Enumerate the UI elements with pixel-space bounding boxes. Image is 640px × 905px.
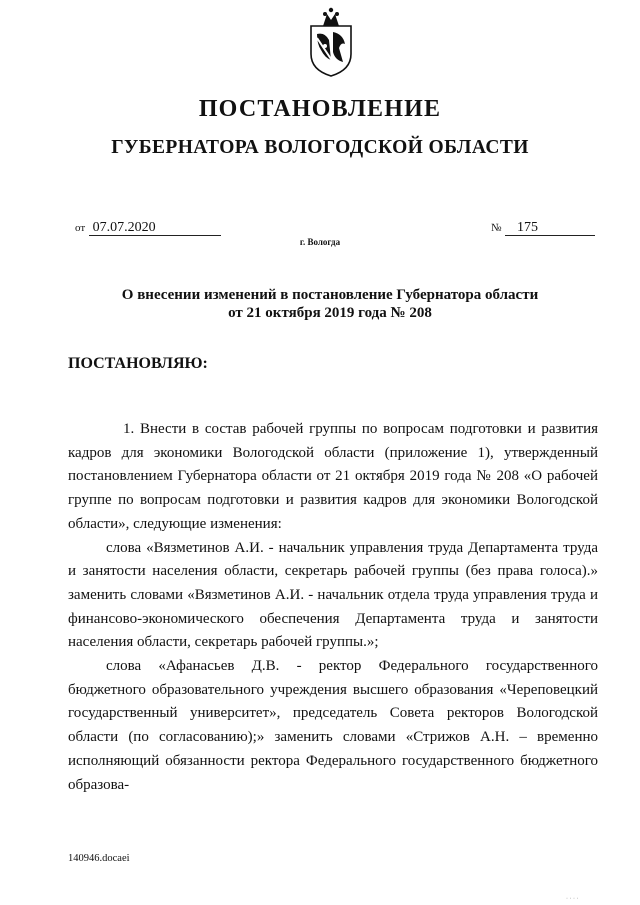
coat-of-arms-emblem — [303, 4, 359, 80]
subject-line-1: О внесении изменений в постановление Губернатора области — [121, 287, 539, 303]
number-label: № — [491, 222, 502, 234]
paragraph-3: слова «Афанасьев Д.В. - ректор Федерального государственного бюджетного образовательного учреждения высшего образования «Череповецкий государственный университет», председатель Совета ректоров Вологодской области (по согласованию);» заменить словами «Стрижов А.Н. – временно исполняющий обязанности ректора Федерального государственного бюджетного образова- — [68, 658, 598, 793]
paragraph-1: 1. Внести в состав рабочей группы по вопросам подготовки и развития кадров для экономики Вологодской области (приложение 1), утвержденный постановлением Губернатора области от 21 октября 2019 года № 208 «О рабочей группе по вопросам подготовки и развития кадров для экономики Вологодской области», следующие изменения: — [68, 421, 598, 532]
file-name-footer: 140946.docaei — [68, 853, 130, 864]
subject-line-2: от 21 октября 2019 года № 208 — [228, 305, 432, 321]
document-title: ПОСТАНОВЛЕНИЕ — [198, 96, 442, 122]
city-label: г. Вологда — [299, 237, 341, 247]
document-subtitle: ГУБЕРНАТОРА ВОЛОГОДСКОЙ ОБЛАСТИ — [111, 137, 529, 158]
page-marks: · · · · — [566, 896, 579, 902]
paragraph-2: слова «Вязметинов А.И. - начальник управления труда Департамента труда и занятости населения области, секретарь рабочей группы (без права голоса).» заменить словами «Вязметинов А.И. - начальник отдела труда управления труда и финансово-экономического обеспечения Департамента труда и занятости населения области, секретарь рабочей группы.»; — [68, 539, 598, 651]
date-value: 07.07.2020 — [89, 220, 221, 236]
number-block — [491, 220, 595, 236]
body-text — [68, 418, 598, 797]
date-block — [75, 220, 221, 236]
document-subject — [80, 286, 580, 322]
date-label: от — [75, 222, 86, 234]
number-value: 175 — [505, 220, 595, 236]
decree-word: ПОСТАНОВЛЯЮ: — [68, 355, 208, 372]
